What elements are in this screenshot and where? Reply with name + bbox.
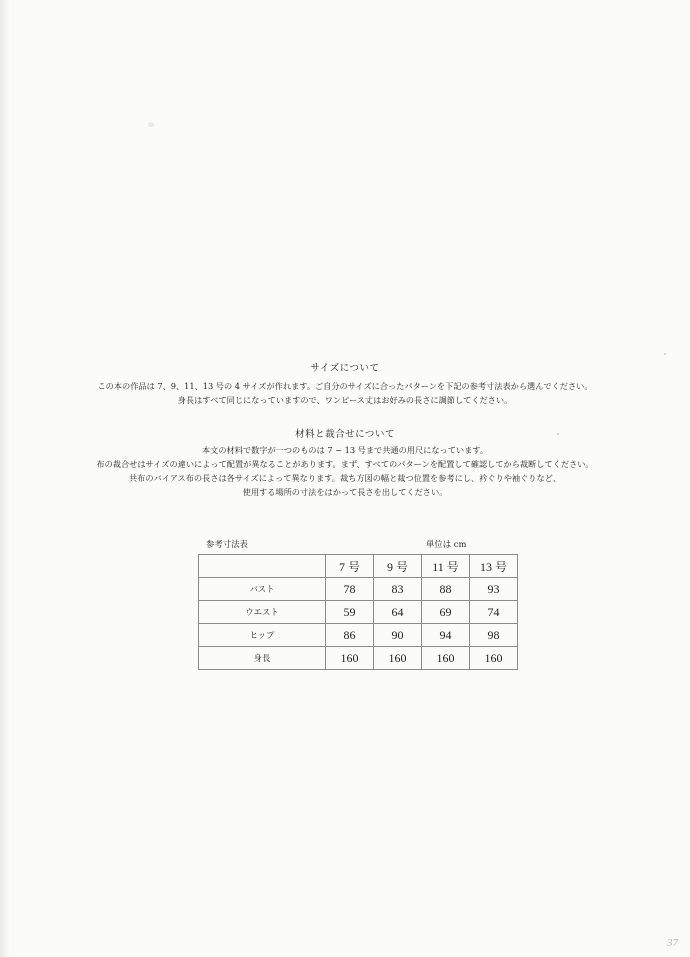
material-section-line: 本文の材料で数字が一つのものは 7 ~ 13 号まで共通の用尺になっています。 (201, 445, 489, 455)
size-header: 7 号 (326, 555, 374, 578)
table-cell: 83 (374, 578, 422, 601)
material-section (0, 428, 690, 499)
row-label: ウエスト (199, 601, 326, 624)
paper-speck (148, 122, 154, 127)
table-row (199, 624, 518, 647)
table-cell: 64 (374, 601, 422, 624)
size-header: 11 号 (422, 555, 470, 578)
table-cell: 86 (326, 624, 374, 647)
size-section (0, 362, 690, 407)
row-label: ヒップ (199, 624, 326, 647)
size-section-heading: サイズについて (310, 363, 380, 374)
table-title: 参考寸法表 (206, 539, 248, 549)
table-cell: 88 (422, 578, 470, 601)
table-cell: 74 (470, 601, 518, 624)
table-cell: 90 (374, 624, 422, 647)
table-row (199, 601, 518, 624)
table-cell: 160 (470, 647, 518, 670)
table-cell: 78 (326, 578, 374, 601)
table-row (199, 647, 518, 670)
size-reference-table (198, 554, 518, 670)
table-row (199, 578, 518, 601)
table-cell: 94 (422, 624, 470, 647)
material-section-line: 共布のバイアス布の長さは各サイズによって異なります。裁ち方図の幅と裁つ位置を参考にし、衿ぐりや袖ぐりなど、 (128, 473, 562, 483)
page-number: 37 (667, 937, 678, 949)
table-cell: 160 (374, 647, 422, 670)
paper-speck (664, 353, 666, 355)
table-cell: 69 (422, 601, 470, 624)
material-section-heading: 材料と裁合せについて (295, 429, 395, 440)
row-label: 身長 (199, 647, 326, 670)
material-section-line: 布の裁合せはサイズの違いによって配置が異なることがあります。まず、すべてのパターンを配置して確認してから裁断してください。 (96, 459, 594, 469)
size-header: 9 号 (374, 555, 422, 578)
row-label: バスト (199, 578, 326, 601)
table-unit-note: 単位は cm (426, 539, 467, 549)
size-section-line: 身長はすべて同じになっていますので、ワンピース丈はお好みの長さに調節してください。 (177, 395, 513, 405)
table-cell: 59 (326, 601, 374, 624)
material-section-line: 使用する場所の寸法をはかって長さを出してください。 (242, 487, 448, 497)
size-header: 13 号 (470, 555, 518, 578)
size-section-line: この本の作品は 7、9、11、13 号の 4 サイズが作れます。ご自分のサイズに合ったパターンを下記の参考寸法表から選んでください。 (97, 381, 593, 391)
table-cell: 98 (470, 624, 518, 647)
table-cell: 160 (422, 647, 470, 670)
table-cell: 160 (326, 647, 374, 670)
table-header-row (199, 555, 518, 578)
table-corner-cell (199, 555, 326, 578)
table-cell: 93 (470, 578, 518, 601)
